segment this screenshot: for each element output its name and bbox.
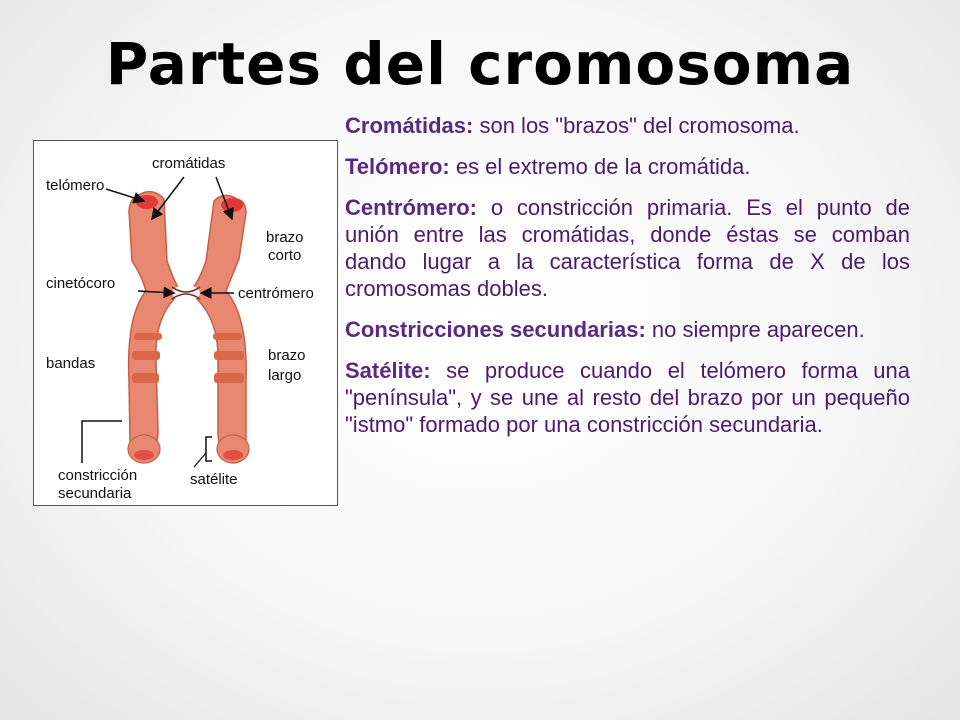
definition-term: Centrómero:: [345, 195, 478, 220]
label-brazo-corto-1: brazo: [266, 229, 304, 246]
label-cromatidas: cromátidas: [152, 155, 226, 172]
left-chromatid: [129, 192, 179, 462]
right-chromatid: [192, 195, 246, 461]
definition-constricciones: [345, 316, 910, 343]
label-brazo-largo-2: largo: [268, 367, 302, 384]
definition-term: Satélite:: [345, 358, 431, 383]
label-centromero: centrómero: [238, 285, 314, 302]
label-bandas: bandas: [46, 355, 96, 372]
definition-term: Telómero:: [345, 154, 450, 179]
definition-satelite: [345, 357, 910, 438]
definition-centromero: [345, 194, 910, 302]
definition-text: o constricción primaria. Es el punto de unión entre las cromátidas, donde éstas se comban dando lugar a la característica forma de X de los cromosomas dobles.: [345, 195, 910, 301]
definition-cromatidas: [345, 112, 910, 139]
definition-text: se produce cuando el telómero forma una "península", y se une al resto del brazo por un pequeño "istmo" formado por una constricción secundaria.: [345, 358, 910, 437]
label-constriccion-1: constricción: [58, 467, 138, 484]
chromosome-figure: [33, 140, 338, 506]
definition-text: no siempre aparecen.: [645, 317, 865, 342]
label-telomero: telómero: [46, 177, 105, 194]
label-satelite: satélite: [190, 471, 238, 488]
label-constriccion-2: secundaria: [58, 485, 132, 502]
left-telomere: [136, 195, 158, 209]
label-brazo-corto-2: corto: [268, 247, 302, 264]
definition-term: Constricciones secundarias:: [345, 317, 646, 342]
definition-text: es el extremo de la cromátida.: [449, 154, 751, 179]
definitions-list: [345, 112, 910, 452]
chromosome-diagram: [34, 141, 339, 507]
page-title: Partes del cromosoma: [105, 30, 855, 98]
definition-term: Cromátidas:: [345, 113, 474, 138]
definition-text: son los "brazos" del cromosoma.: [473, 113, 800, 138]
label-cinetocoro: cinetócoro: [46, 275, 116, 292]
label-brazo-largo-1: brazo: [268, 347, 306, 364]
definition-telomero: [345, 153, 910, 180]
